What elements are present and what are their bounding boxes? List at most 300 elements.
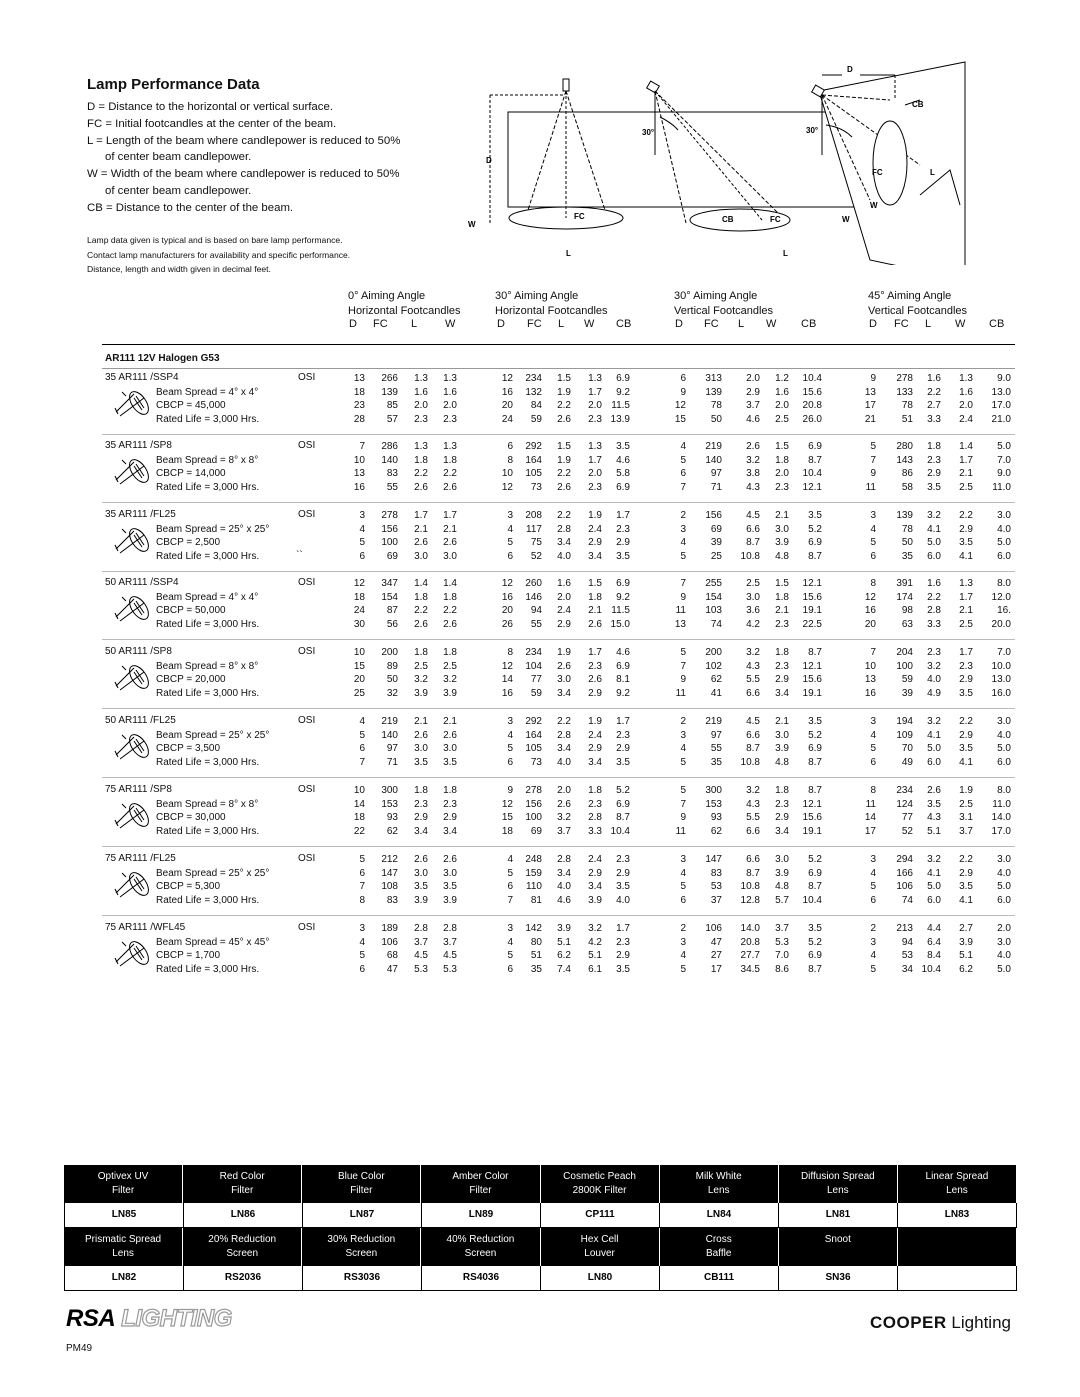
table-cell: 8.7 bbox=[746, 867, 760, 879]
table-cell: 5.0 bbox=[927, 537, 941, 549]
table-cell: 2.6 bbox=[443, 729, 457, 741]
table-cell: 3.9 bbox=[775, 743, 789, 755]
accessory-code bbox=[898, 1266, 1017, 1291]
table-cell: 7.0 bbox=[775, 950, 789, 962]
table-cell: 3.2 bbox=[557, 812, 571, 824]
table-cell: 19.1 bbox=[802, 826, 822, 838]
table-cell: 15.6 bbox=[802, 812, 822, 824]
accessory-name-line1: Blue Color bbox=[337, 1171, 385, 1182]
table-cell: 159 bbox=[525, 867, 542, 879]
table-cell: 5.2 bbox=[808, 729, 822, 741]
table-cell: 8.7 bbox=[808, 757, 822, 769]
table-cell: 2.9 bbox=[588, 743, 602, 755]
accessory-name-line2: Screen bbox=[345, 1248, 378, 1259]
table-cell: 7.0 bbox=[997, 647, 1011, 658]
page-code: PM49 bbox=[66, 1343, 93, 1354]
table-cell: 18 bbox=[353, 812, 365, 824]
table-cell: 59 bbox=[901, 674, 913, 686]
table-cell: 9.2 bbox=[616, 591, 630, 603]
table-cell: 62 bbox=[710, 826, 722, 838]
table-cell: 2.8 bbox=[588, 812, 602, 824]
column-subheader: CB bbox=[801, 318, 817, 330]
table-cell: 7 bbox=[359, 757, 365, 769]
table-cell: 4.5 bbox=[443, 950, 457, 962]
table-cell: 1.8 bbox=[443, 647, 457, 658]
note-line: Lamp data given is typical and is based on bare lamp performance. bbox=[87, 235, 343, 245]
table-cell: 2.4 bbox=[959, 414, 973, 426]
table-cell: 11 bbox=[865, 482, 876, 494]
table-cell: 5 bbox=[870, 537, 876, 549]
table-cell: 6.6 bbox=[746, 523, 760, 535]
table-cell: 1.7 bbox=[588, 454, 602, 466]
table-cell: 3.6 bbox=[746, 605, 760, 617]
table-cell: 12 bbox=[501, 660, 513, 672]
table-cell: 2.9 bbox=[959, 674, 973, 686]
table-cell: 143 bbox=[896, 454, 913, 466]
table-cell: 4 bbox=[507, 523, 513, 535]
table-cell: 3.9 bbox=[588, 895, 602, 907]
table-cell: 7.4 bbox=[557, 964, 571, 976]
table-cell: 17 bbox=[710, 964, 722, 976]
table-cell: 3 bbox=[680, 854, 686, 865]
table-cell: 4.1 bbox=[959, 551, 973, 563]
table-cell: 37 bbox=[710, 895, 722, 907]
diagram-label-fc-2: FC bbox=[770, 215, 781, 224]
table-cell: 1.8 bbox=[927, 441, 941, 452]
table-cell: 3.4 bbox=[443, 826, 457, 838]
accessory-code: RS2036 bbox=[184, 1266, 303, 1291]
lamp-spec: CBCP = 1,700 bbox=[156, 950, 221, 962]
table-cell: 94 bbox=[530, 605, 542, 617]
table-cell: 6.9 bbox=[808, 537, 822, 549]
lamp-osi: OSI bbox=[298, 577, 316, 588]
lamp-name: 50 AR111 /SP8 bbox=[105, 646, 172, 657]
table-cell: 6 bbox=[359, 551, 365, 563]
table-cell: 4 bbox=[359, 716, 365, 727]
table-cell: 2.3 bbox=[414, 414, 428, 426]
accessory-name-line1: Amber Color bbox=[452, 1171, 509, 1182]
table-cell: 204 bbox=[896, 647, 913, 658]
table-cell: 9 bbox=[680, 812, 686, 824]
table-cell: 8.7 bbox=[808, 647, 822, 658]
table-cell: 4.0 bbox=[997, 867, 1011, 879]
table-cell: 3.4 bbox=[588, 551, 602, 563]
table-cell: 3.0 bbox=[414, 743, 428, 755]
table-cell: 7 bbox=[680, 660, 686, 672]
table-cell: 35 bbox=[530, 964, 542, 976]
table-cell: 132 bbox=[525, 386, 542, 398]
table-cell: 35 bbox=[901, 551, 913, 563]
accessory-name-line1: Snoot bbox=[824, 1234, 851, 1245]
table-cell: 30 bbox=[353, 619, 365, 631]
table-cell: 4 bbox=[680, 867, 686, 879]
table-cell: 2.0 bbox=[557, 785, 571, 796]
lamp-spec: CBCP = 2,500 bbox=[156, 537, 221, 549]
table-cell: 52 bbox=[901, 826, 913, 838]
table-cell: 2.0 bbox=[775, 400, 789, 412]
table-cell: 97 bbox=[710, 729, 722, 741]
table-cell: 174 bbox=[896, 591, 913, 603]
table-cell: 19.1 bbox=[802, 605, 822, 617]
section-title: AR111 12V Halogen G53 bbox=[105, 353, 220, 364]
accessory-name-line1: 20% Reduction bbox=[208, 1234, 277, 1245]
table-cell: 9 bbox=[680, 674, 686, 686]
table-cell: 73 bbox=[530, 482, 542, 494]
table-cell: 3.5 bbox=[443, 757, 457, 769]
table-cell: 10 bbox=[353, 647, 365, 658]
table-cell: 4.4 bbox=[927, 923, 941, 934]
table-cell: 2.2 bbox=[557, 510, 571, 521]
diagram-label-w: W bbox=[468, 220, 476, 229]
accessory-name-line2: Lens bbox=[707, 1185, 730, 1196]
table-cell: 74 bbox=[710, 619, 722, 631]
table-cell: 1.7 bbox=[959, 647, 973, 658]
table-cell: 35 bbox=[710, 757, 722, 769]
table-cell: 12.1 bbox=[802, 482, 822, 494]
table-cell: 1.4 bbox=[443, 578, 457, 589]
table-cell: 2.9 bbox=[588, 867, 602, 879]
table-cell: 5.3 bbox=[414, 964, 428, 976]
lamp-spec: CBCP = 14,000 bbox=[156, 468, 226, 480]
table-cell: 5.1 bbox=[588, 950, 602, 962]
table-cell: 292 bbox=[525, 716, 542, 727]
table-cell: 12.1 bbox=[802, 660, 822, 672]
table-cell: 2.2 bbox=[414, 605, 428, 617]
table-cell: 3.5 bbox=[616, 881, 630, 893]
column-subheader: CB bbox=[989, 318, 1005, 330]
table-cell: 2.9 bbox=[959, 523, 973, 535]
performance-note bbox=[87, 233, 447, 277]
table-cell: 2 bbox=[870, 923, 876, 934]
table-cell: 4.6 bbox=[616, 647, 630, 658]
table-cell: 9 bbox=[870, 468, 876, 480]
accessory-name bbox=[541, 1228, 660, 1266]
table-cell: 16. bbox=[997, 605, 1011, 617]
table-cell: 3.5 bbox=[959, 537, 973, 549]
definition-line: FC = Initial footcandles at the center of the beam. bbox=[87, 117, 337, 130]
table-cell: 4.0 bbox=[927, 674, 941, 686]
table-cell: 16 bbox=[864, 605, 876, 617]
table-cell: 1.5 bbox=[557, 441, 571, 452]
table-cell: 3.5 bbox=[808, 923, 822, 934]
table-cell: 8 bbox=[870, 578, 876, 589]
table-cell: 1.6 bbox=[557, 578, 571, 589]
diagram-label-fc: FC bbox=[574, 212, 585, 221]
column-subheader: L bbox=[738, 318, 745, 330]
table-cell: 6.9 bbox=[808, 441, 822, 452]
accessory-name bbox=[183, 1228, 302, 1266]
table-cell: 6.0 bbox=[927, 757, 941, 769]
table-cell: 8.4 bbox=[927, 950, 941, 962]
table-cell: 11.5 bbox=[611, 605, 630, 617]
table-cell: 2.8 bbox=[414, 923, 428, 934]
table-cell: 2.2 bbox=[927, 591, 941, 603]
accessory-name-line1: Milk White bbox=[695, 1171, 742, 1182]
table-cell: 300 bbox=[705, 785, 722, 796]
table-cell: 6.6 bbox=[746, 729, 760, 741]
table-cell: 2.2 bbox=[414, 468, 428, 480]
table-cell: 4.0 bbox=[997, 729, 1011, 741]
table-cell: 153 bbox=[705, 798, 722, 810]
table-cell: 2.6 bbox=[443, 537, 457, 549]
table-cell: 5 bbox=[870, 964, 876, 976]
accessory-code: LN85 bbox=[64, 1203, 184, 1228]
table-cell: 5.8 bbox=[616, 468, 630, 480]
table-cell: 2.1 bbox=[588, 605, 602, 617]
table-cell: 5 bbox=[680, 454, 686, 466]
table-cell: 3.9 bbox=[775, 537, 789, 549]
table-cell: 77 bbox=[530, 674, 542, 686]
block-divider bbox=[102, 708, 1015, 709]
table-cell: 12 bbox=[864, 591, 876, 603]
table-cell: 21 bbox=[864, 414, 876, 426]
accessory-name-line1: Diffusion Spread bbox=[800, 1171, 875, 1182]
accessory-name-line1: Cross bbox=[705, 1234, 732, 1245]
table-cell: 2.5 bbox=[959, 798, 973, 810]
table-cell: 1.5 bbox=[557, 373, 571, 384]
table-cell: 5 bbox=[680, 964, 686, 976]
table-cell: 7.0 bbox=[997, 454, 1011, 466]
table-cell: 1.6 bbox=[959, 386, 973, 398]
table-cell: 3.7 bbox=[443, 936, 457, 948]
table-cell: 2.3 bbox=[927, 647, 941, 658]
table-cell: 2.2 bbox=[927, 386, 941, 398]
table-cell: 2.0 bbox=[588, 468, 602, 480]
column-subheader: L bbox=[558, 318, 565, 330]
table-cell: 5.0 bbox=[927, 743, 941, 755]
table-cell: 1.7 bbox=[616, 510, 630, 521]
table-cell: 1.5 bbox=[775, 441, 789, 452]
diagram-label-w-3: W bbox=[842, 215, 850, 224]
table-cell: 3.4 bbox=[775, 688, 789, 700]
table-cell: 23 bbox=[353, 400, 365, 412]
table-cell: 1.3 bbox=[443, 441, 457, 452]
table-cell: 93 bbox=[386, 812, 398, 824]
block-divider bbox=[102, 571, 1015, 572]
table-cell: 20.0 bbox=[991, 619, 1011, 631]
table-cell: 4.5 bbox=[746, 716, 760, 727]
table-cell: 2.4 bbox=[557, 605, 571, 617]
lamp-name: 50 AR111 /SSP4 bbox=[105, 577, 179, 588]
table-cell: 2.3 bbox=[959, 660, 973, 672]
table-cell: 2.6 bbox=[414, 729, 428, 741]
table-cell: 2.6 bbox=[557, 414, 571, 426]
table-cell: 1.7 bbox=[414, 510, 428, 521]
accessory-name-line1: Cosmetic Peach bbox=[563, 1171, 636, 1182]
table-cell: 21.0 bbox=[991, 414, 1011, 426]
table-cell: 98 bbox=[901, 605, 913, 617]
table-cell: 2.6 bbox=[557, 482, 571, 494]
table-cell: 9.2 bbox=[616, 688, 630, 700]
table-cell: 24 bbox=[501, 414, 513, 426]
definition-line: D = Distance to the horizontal or vertical surface. bbox=[87, 101, 333, 113]
table-cell: 3.5 bbox=[959, 881, 973, 893]
column-subheader: D bbox=[675, 318, 683, 330]
table-cell: 391 bbox=[896, 578, 913, 589]
diagram-label-w-2: W bbox=[870, 201, 878, 210]
table-cell: 6 bbox=[507, 757, 513, 769]
table-cell: 1.3 bbox=[443, 373, 457, 384]
table-cell: 3.0 bbox=[443, 551, 457, 563]
table-cell: 4 bbox=[359, 523, 365, 535]
table-cell: 300 bbox=[381, 785, 398, 796]
table-cell: 16 bbox=[501, 591, 513, 603]
table-cell: 3 bbox=[507, 923, 513, 934]
table-cell: 1.8 bbox=[414, 647, 428, 658]
table-cell: 6.4 bbox=[927, 936, 941, 948]
table-cell: 164 bbox=[525, 729, 542, 741]
accessory-name bbox=[64, 1228, 183, 1266]
table-cell: 12 bbox=[501, 578, 513, 589]
table-cell: 140 bbox=[705, 454, 722, 466]
table-cell: 108 bbox=[381, 881, 398, 893]
table-cell: 2 bbox=[680, 716, 686, 727]
table-cell: 2.1 bbox=[959, 605, 973, 617]
table-cell: 5 bbox=[680, 881, 686, 893]
table-cell: 154 bbox=[705, 591, 722, 603]
lamp-spec: Rated Life = 3,000 Hrs. bbox=[156, 688, 260, 700]
table-cell: 5 bbox=[507, 867, 513, 879]
table-cell: 2.0 bbox=[443, 400, 457, 412]
lamp-osi: OSI bbox=[298, 922, 316, 933]
table-cell: 5.0 bbox=[997, 743, 1011, 755]
table-cell: 2.0 bbox=[588, 400, 602, 412]
table-cell: 3 bbox=[680, 523, 686, 535]
table-cell: 4 bbox=[870, 867, 876, 879]
table-cell: 1.8 bbox=[588, 591, 602, 603]
accessory-name-line2: 2800K Filter bbox=[572, 1185, 627, 1196]
table-cell: 2.6 bbox=[414, 619, 428, 631]
table-cell: 15.6 bbox=[802, 386, 822, 398]
table-cell: 3.4 bbox=[588, 881, 602, 893]
lamp-spec: Beam Spread = 25° x 25° bbox=[156, 523, 270, 535]
table-cell: 15.0 bbox=[610, 619, 630, 631]
table-cell: 3.1 bbox=[959, 812, 973, 824]
accessory-code: CP111 bbox=[541, 1203, 660, 1228]
table-cell: 47 bbox=[386, 964, 398, 976]
accessory-name-line2 bbox=[779, 1247, 897, 1261]
col-group-45deg-v: 45° Aiming Angle Vertical Footcandles bbox=[868, 290, 968, 317]
table-cell: 2.3 bbox=[775, 619, 789, 631]
table-cell: 8.7 bbox=[808, 551, 822, 563]
table-cell: 12 bbox=[501, 798, 513, 810]
table-cell: 8.6 bbox=[775, 964, 789, 976]
table-cell: 89 bbox=[386, 660, 398, 672]
lamp-spec: Rated Life = 3,000 Hrs. bbox=[156, 826, 260, 838]
table-cell: 3.2 bbox=[746, 785, 760, 796]
table-cell: 5.2 bbox=[808, 854, 822, 865]
definition-line: W = Width of the beam where candlepower is reduced to 50% bbox=[87, 168, 400, 181]
section-rule bbox=[102, 368, 1015, 369]
table-cell: 3.9 bbox=[443, 895, 457, 907]
table-cell: 1.3 bbox=[959, 373, 973, 384]
table-cell: 5.1 bbox=[557, 936, 571, 948]
table-cell: 9 bbox=[680, 591, 686, 603]
table-cell: 6.9 bbox=[808, 950, 822, 962]
table-cell: 3.0 bbox=[997, 936, 1011, 948]
table-cell: 78 bbox=[901, 400, 913, 412]
table-cell: 1.9 bbox=[588, 510, 602, 521]
table-cell: 5 bbox=[680, 647, 686, 658]
table-cell: 6.6 bbox=[746, 688, 760, 700]
col-group-30deg-h: 30° Aiming Angle Horizontal Footcandles bbox=[495, 290, 608, 317]
column-subheader: FC bbox=[704, 318, 719, 330]
table-cell: 2.3 bbox=[616, 936, 630, 948]
lamp-name: 35 AR111 /SP8 bbox=[105, 440, 172, 451]
table-cell: 2.8 bbox=[927, 605, 941, 617]
table-cell: 7 bbox=[680, 578, 686, 589]
table-cell: 2.3 bbox=[775, 482, 789, 494]
table-cell: 7 bbox=[870, 647, 876, 658]
table-cell: 1.3 bbox=[588, 373, 602, 384]
column-subheader: FC bbox=[894, 318, 909, 330]
table-cell: 292 bbox=[525, 441, 542, 452]
table-cell: 234 bbox=[525, 373, 542, 384]
table-cell: 8.7 bbox=[808, 964, 822, 976]
table-cell: 2.3 bbox=[588, 798, 602, 810]
table-cell: 2.3 bbox=[616, 523, 630, 535]
lamp-icon bbox=[112, 388, 154, 418]
table-cell: 6.0 bbox=[997, 895, 1011, 907]
table-cell: 1.9 bbox=[557, 386, 571, 398]
table-cell: 12 bbox=[674, 400, 686, 412]
table-cell: 50 bbox=[386, 674, 398, 686]
accessory-name-line1: Linear Spread bbox=[925, 1171, 989, 1182]
table-cell: 5 bbox=[359, 729, 365, 741]
table-cell: 20.8 bbox=[740, 936, 760, 948]
column-subheader: L bbox=[925, 318, 932, 330]
table-cell: 1.6 bbox=[927, 578, 941, 589]
table-cell: 4 bbox=[870, 950, 876, 962]
table-cell: 208 bbox=[525, 510, 542, 521]
lamp-spec: Beam Spread = 25° x 25° bbox=[156, 867, 270, 879]
table-cell: 4.3 bbox=[746, 798, 760, 810]
table-cell: 6.0 bbox=[927, 551, 941, 563]
table-cell: 4.1 bbox=[927, 867, 941, 879]
table-cell: 2.0 bbox=[959, 400, 973, 412]
table-cell: 4.6 bbox=[557, 895, 571, 907]
table-cell: 4.8 bbox=[775, 551, 789, 563]
table-cell: 103 bbox=[705, 605, 722, 617]
accessory-name-line2: Lens bbox=[112, 1248, 134, 1259]
table-cell: 255 bbox=[705, 578, 722, 589]
diagram-label-l-3: L bbox=[930, 168, 935, 177]
accessory-code: LN89 bbox=[422, 1203, 541, 1228]
table-cell: 3 bbox=[507, 716, 513, 727]
table-cell: 58 bbox=[901, 482, 913, 494]
table-cell: 6.2 bbox=[557, 950, 571, 962]
note-line: Distance, length and width given in decimal feet. bbox=[87, 264, 271, 274]
table-cell: 9 bbox=[870, 373, 876, 384]
table-cell: 5 bbox=[507, 950, 513, 962]
diagram-label-l: L bbox=[566, 249, 571, 258]
diagram-label-cb-2: CB bbox=[912, 100, 924, 109]
table-cell: 4 bbox=[507, 854, 513, 865]
block-divider bbox=[102, 502, 1015, 503]
table-cell: 4.5 bbox=[746, 510, 760, 521]
accessory-name-line2: Screen bbox=[226, 1248, 259, 1259]
table-cell: 10.8 bbox=[740, 881, 760, 893]
table-cell: 147 bbox=[381, 867, 398, 879]
table-cell: 2.2 bbox=[959, 510, 973, 521]
table-cell: 59 bbox=[530, 414, 542, 426]
table-cell: 17.0 bbox=[991, 400, 1011, 412]
table-cell: 2.8 bbox=[443, 923, 457, 934]
table-cell: 6 bbox=[359, 867, 365, 879]
table-cell: 83 bbox=[386, 468, 398, 480]
table-cell: 14 bbox=[353, 798, 365, 810]
table-cell: 117 bbox=[526, 523, 542, 535]
